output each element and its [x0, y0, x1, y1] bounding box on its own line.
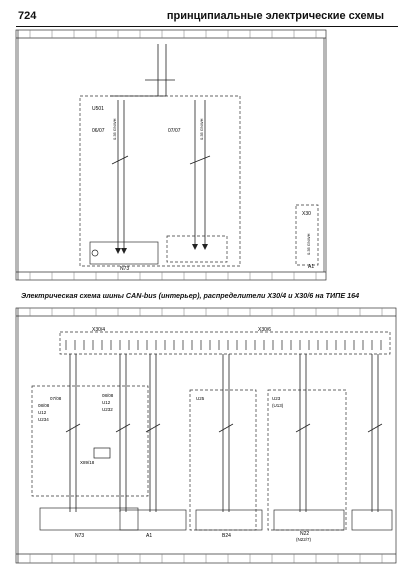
- box-label-u25: U25: [196, 396, 205, 401]
- twist-mark: [219, 424, 233, 432]
- ref-left-3: U12: [38, 410, 47, 415]
- bottom-wires: [66, 354, 382, 512]
- ref-mid-2: U12: [102, 400, 111, 405]
- bus-terminals: [66, 340, 381, 350]
- bus-strip: [32, 332, 390, 530]
- ref-left-4: U234: [38, 417, 49, 422]
- top-module-a1: A1: [308, 264, 315, 270]
- ref-mid-3: U232: [102, 407, 113, 412]
- module-b24: B24: [222, 533, 231, 539]
- bottom-ruler-ticks: [30, 308, 382, 563]
- twist-mark: [116, 424, 130, 432]
- page-title: принципиальные электрические схемы: [166, 10, 384, 22]
- connector-label: X89/18: [80, 460, 95, 465]
- top-side-label: 0.35 GNWH: [306, 233, 311, 255]
- module-n73: N73: [75, 533, 85, 539]
- top-wires: [110, 44, 210, 250]
- module-n22-sub: (N22/7): [296, 537, 312, 542]
- box-label-u23: U23: [272, 396, 281, 401]
- figure-caption: Электрическая схема шины CAN-bus (интерьер), распределители X30/4 и X30/6 на ТИПЕ 164: [21, 291, 360, 300]
- top-wire-label-2: 0.35 GNWH: [199, 118, 204, 140]
- top-module-n73: N73: [120, 266, 130, 272]
- top-block-label-1: U501: [92, 106, 104, 112]
- bus-label-2: X30/6: [258, 327, 272, 333]
- bottom-module-boxes: [40, 508, 392, 530]
- page-number: 724: [18, 10, 37, 22]
- top-wire-label-1: 0.35 GNWH: [112, 118, 117, 140]
- box-label-u13: (U13): [272, 403, 284, 408]
- top-diagram-frame: [16, 30, 326, 280]
- top-ref-2: 07/07: [168, 128, 181, 134]
- ref-left-1: 07/08: [50, 396, 62, 401]
- bottom-diagram-frame: [16, 308, 396, 563]
- top-ref-1: 06/07: [92, 128, 105, 134]
- ref-mid-1: 08/08: [102, 393, 114, 398]
- top-ruler-ticks: [30, 30, 316, 280]
- connector-x89: [94, 448, 110, 458]
- twist-mark: [66, 424, 80, 432]
- top-ground-icon: [92, 250, 98, 256]
- module-n22: N22: [300, 531, 310, 537]
- bus-label: X30/4: [92, 327, 106, 333]
- ref-left-2: 08/08: [38, 403, 50, 408]
- twist-mark: [368, 424, 382, 432]
- module-a1: A1: [146, 533, 153, 539]
- twist-mark: [296, 424, 310, 432]
- top-arrows: [115, 244, 208, 254]
- top-block-label-2: X30: [302, 211, 311, 217]
